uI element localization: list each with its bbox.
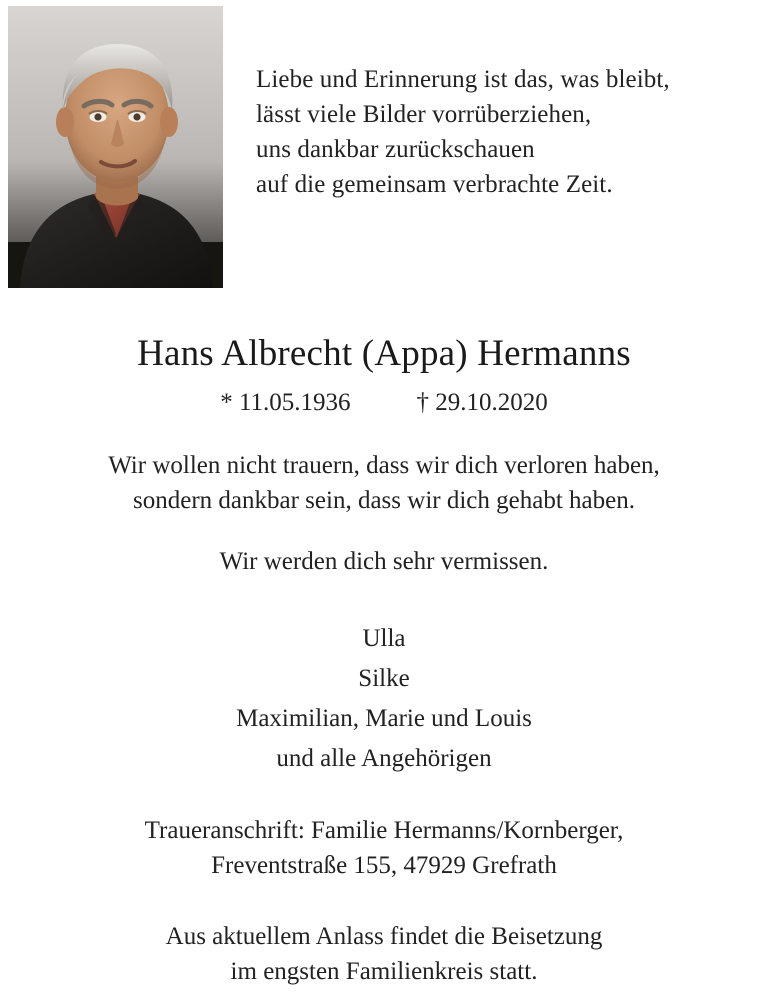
message-paragraph-2 [0, 544, 768, 579]
portrait-image [8, 6, 223, 288]
survivors-list [0, 619, 768, 779]
survivor-1: Ulla [362, 625, 406, 652]
message-line-1: Wir wollen nicht trauern, dass wir dich verloren haben, [108, 452, 660, 479]
address-line-2: Freventstraße 155, 47929 Grefrath [211, 852, 557, 879]
header-area [0, 0, 768, 300]
obituary-body [0, 448, 768, 989]
funeral-notice [0, 919, 768, 989]
portrait-photo [8, 6, 223, 288]
death-date: † 29.10.2020 [416, 389, 548, 416]
survivor-4: und alle Angehörigen [276, 745, 492, 772]
birth-date: * 11.05.1936 [220, 389, 351, 416]
deceased-name-block [0, 332, 768, 418]
survivor-2: Silke [358, 665, 410, 692]
message-line-2: sondern dankbar sein, dass wir dich gehabt haben. [133, 487, 635, 514]
verse-line-3: uns dankbar zurückschauen [256, 136, 535, 163]
notice-line-2: im engsten Familienkreis statt. [230, 958, 538, 985]
life-dates [0, 388, 768, 418]
deceased-full-name: Hans Albrecht (Appa) Hermanns [137, 333, 631, 374]
message-line-3: Wir werden dich sehr vermissen. [219, 548, 549, 575]
verse-line-2: lässt viele Bilder vorrüberziehen, [256, 101, 592, 128]
memorial-verse [256, 62, 756, 202]
verse-line-1: Liebe und Erinnerung ist das, was bleibt, [256, 66, 670, 93]
condolence-address [0, 813, 768, 883]
address-line-1: Traueranschrift: Familie Hermanns/Kornberger, [144, 817, 624, 844]
message-paragraph-1 [0, 448, 768, 518]
survivor-3: Maximilian, Marie und Louis [236, 705, 532, 732]
verse-line-4: auf die gemeinsam verbrachte Zeit. [256, 171, 613, 198]
notice-line-1: Aus aktuellem Anlass findet die Beisetzung [165, 923, 603, 950]
